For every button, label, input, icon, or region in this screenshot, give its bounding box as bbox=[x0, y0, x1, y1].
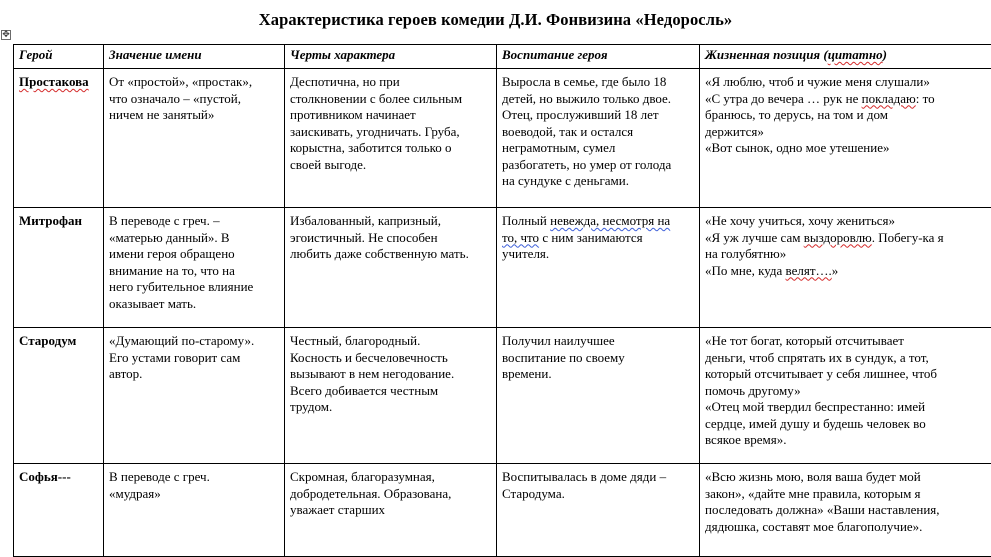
header-life-position-end: ) bbox=[883, 47, 887, 62]
cell-text: Скромная, благоразумная, добродетельная. Образована, уважает старших bbox=[290, 469, 491, 519]
header-name-meaning: Значение имени bbox=[104, 45, 285, 69]
upbringing-marked-text: невежда, несмотря на то, что bbox=[502, 213, 670, 245]
cell-text: «Всю жизнь мою, воля ваша будет мой закон», «дайте мне правила, которым я последовать должна» «Ваши наставления, дядюшка, составят мое благополучие». bbox=[705, 469, 986, 535]
traits-cell bbox=[285, 328, 497, 464]
cell-text: Честный, благородный. Косность и бесчеловечность вызывают в нем негодование. Всего добивается честным трудом. bbox=[290, 333, 491, 416]
name-meaning-cell bbox=[104, 69, 285, 208]
table-header-row bbox=[14, 45, 991, 69]
quote-marked-word: велят…. bbox=[786, 263, 832, 278]
cell-text: «Не тот богат, который отсчитывает деньги, чтоб спрятать их в сундук, а тот, который отсчитывает у себя лишнее, чтоб помочь другому» «Отец мой твердил беспрестанно: имей сердце, имей душу и будешь человек во всякое время». bbox=[705, 333, 986, 449]
quote-text: «С утра до вечера … рук не bbox=[705, 91, 862, 106]
cell-text: «Думающий по-старому». Его устами говорит сам автор. bbox=[109, 333, 279, 383]
name-meaning-cell bbox=[104, 464, 285, 557]
table-row bbox=[14, 69, 991, 208]
hero-name-sofya: Софья--- bbox=[14, 464, 104, 557]
upbringing-text: с ним занимаются учителя. bbox=[502, 230, 643, 262]
upbringing-text: Полный bbox=[502, 213, 550, 228]
hero-name-mitrofan: Митрофан bbox=[14, 208, 104, 328]
quote-text: «Я уж лучше сам bbox=[705, 230, 804, 245]
heroes-table bbox=[13, 44, 991, 557]
quote-text: : то бранюсь, то дерусь, на том и дом держится» bbox=[705, 91, 935, 139]
life-position-cell bbox=[700, 208, 991, 328]
cell-text bbox=[705, 213, 986, 279]
header-hero: Герой bbox=[14, 45, 104, 69]
quote-text: » bbox=[832, 263, 839, 278]
life-position-cell bbox=[700, 69, 991, 208]
header-life-position bbox=[700, 45, 991, 69]
header-life-position-text: Жизненная позиция ( bbox=[705, 47, 828, 62]
traits-cell bbox=[285, 69, 497, 208]
document-title: Характеристика героев комедии Д.И. Фонвизина «Недоросль» bbox=[0, 10, 991, 30]
table-move-handle-icon[interactable]: ✥ bbox=[1, 30, 11, 40]
quote-text: «Не хочу учиться, хочу жениться» bbox=[705, 213, 895, 228]
hero-name-text: Простакова bbox=[19, 74, 89, 89]
life-position-cell bbox=[700, 464, 991, 557]
header-traits: Черты характера bbox=[285, 45, 497, 69]
upbringing-cell bbox=[497, 208, 700, 328]
cell-text: В переводе с греч. «мудрая» bbox=[109, 469, 279, 502]
cell-text: Деспотична, но при столкновении с более сильным противником начинает заискивать, угодничать. Груба, корыстна, заботится только о своей выгоде. bbox=[290, 74, 491, 173]
cell-text: Выросла в семье, где было 18 детей, но выжило только двое. Отец, прослуживший 18 лет воеводой, так и остался неграмотным, сумел разбогатеть, но умер от голода на сундуке с деньгами. bbox=[502, 74, 694, 190]
upbringing-cell bbox=[497, 328, 700, 464]
cell-text: Воспитывалась в доме дяди – Стародума. bbox=[502, 469, 694, 502]
table-row bbox=[14, 464, 991, 557]
life-position-cell bbox=[700, 328, 991, 464]
table-row bbox=[14, 208, 991, 328]
upbringing-cell bbox=[497, 69, 700, 208]
hero-name-prostakova bbox=[14, 69, 104, 208]
quote-marked-word: покладаю bbox=[862, 91, 916, 106]
cell-text: Избалованный, капризный, эгоистичный. Не способен любить даже собственную мать. bbox=[290, 213, 491, 263]
cell-text bbox=[502, 213, 694, 263]
traits-cell bbox=[285, 208, 497, 328]
cell-text: В переводе с греч. – «матерью данный». В имени героя обращено внимание на то, что на него губительное влияние оказывает мать. bbox=[109, 213, 279, 312]
cell-text: От «простой», «простак», что означало – «пустой, ничем не занятый» bbox=[109, 74, 279, 124]
quote-marked-word: выздоровлю bbox=[804, 230, 872, 245]
quote-text: «Я люблю, чтоб и чужие меня слушали» bbox=[705, 74, 930, 89]
quote-text: «Вот сынок, одно мое утешение» bbox=[705, 140, 889, 155]
header-upbringing: Воспитание героя bbox=[497, 45, 700, 69]
name-meaning-cell bbox=[104, 328, 285, 464]
header-life-position-marked: цитатно bbox=[828, 47, 883, 62]
cell-text: Получил наилучшее воспитание по своему времени. bbox=[502, 333, 694, 383]
quote-text: . Побегу-ка я на голубятню» bbox=[705, 230, 944, 262]
cell-text bbox=[705, 74, 986, 157]
quote-text: «По мне, куда bbox=[705, 263, 786, 278]
table-row bbox=[14, 328, 991, 464]
traits-cell bbox=[285, 464, 497, 557]
hero-name-starodum: Стародум bbox=[14, 328, 104, 464]
upbringing-cell bbox=[497, 464, 700, 557]
name-meaning-cell bbox=[104, 208, 285, 328]
